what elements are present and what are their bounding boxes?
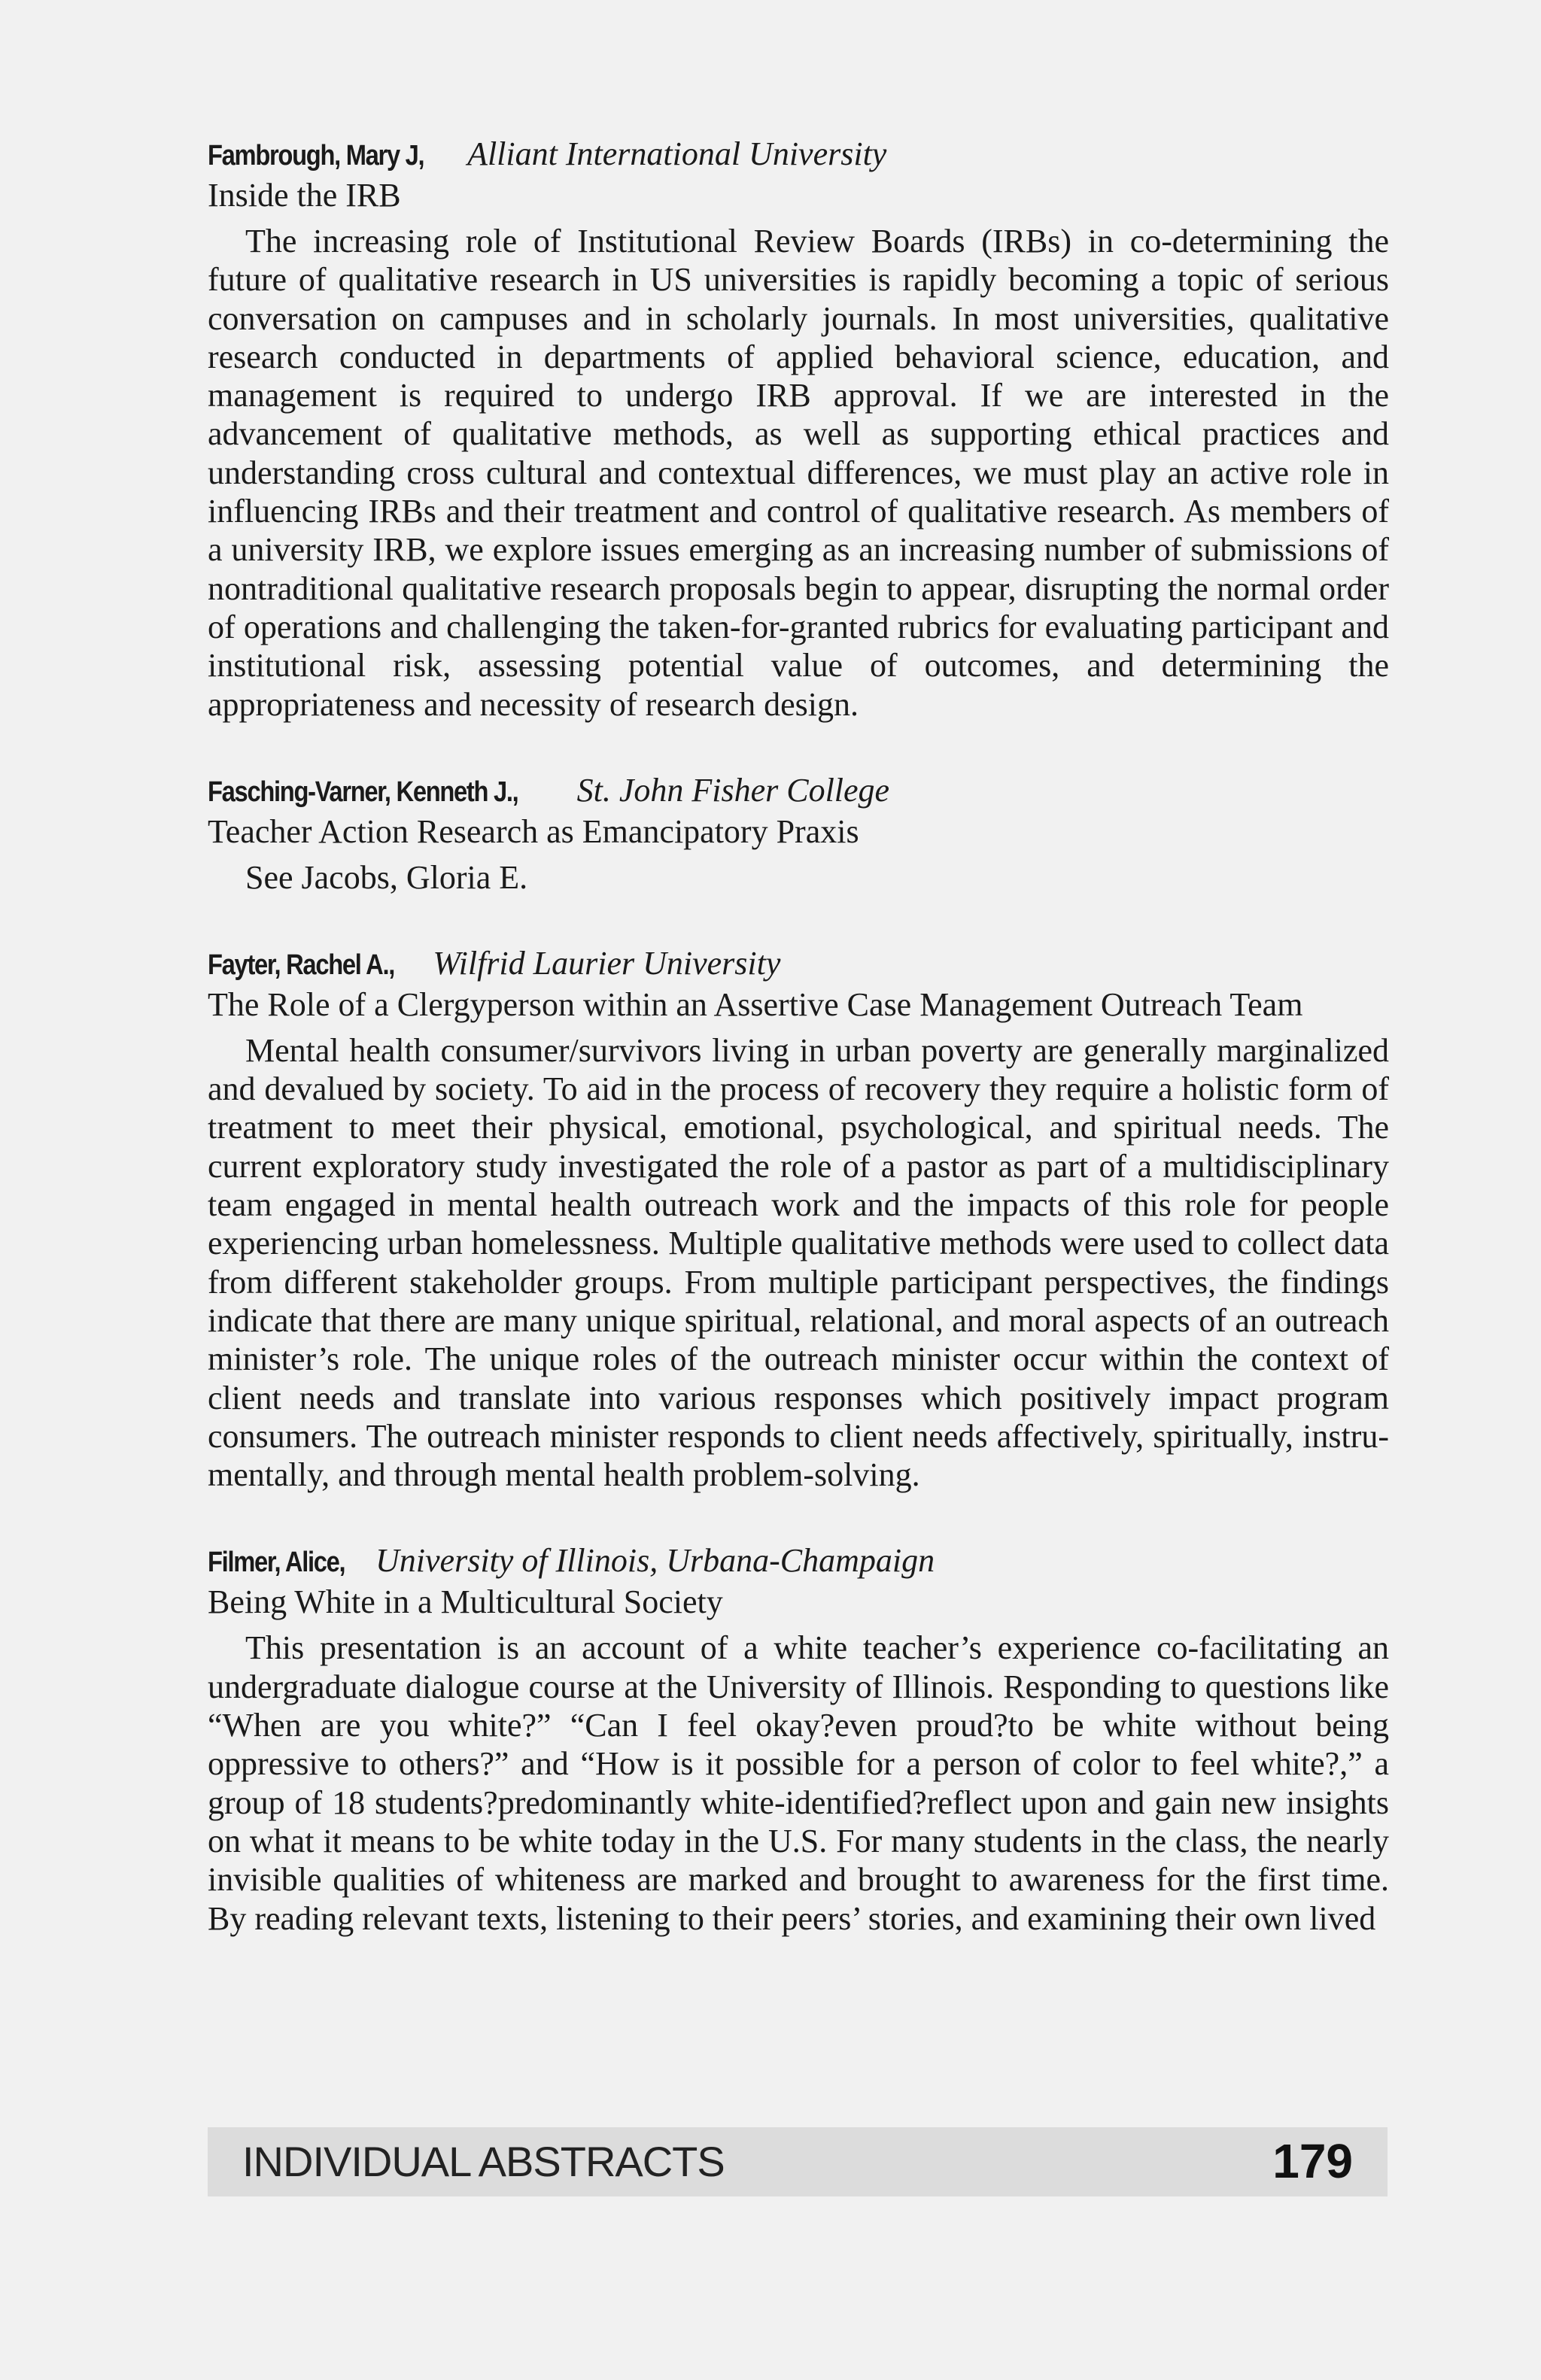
- see-reference: See Jacobs, Gloria E.: [245, 858, 528, 896]
- author-affiliation: University of Illinois, Urbana-Champaign: [375, 1542, 935, 1580]
- author-affiliation: St. John Fisher College: [576, 771, 890, 809]
- abstract-title: Being White in a Multicultural Society: [208, 1583, 723, 1621]
- page-number: 179: [1272, 2134, 1353, 2188]
- section-label: INDIVIDUAL ABSTRACTS: [242, 2138, 725, 2185]
- abstract-entry: [208, 1541, 1389, 1937]
- author-name: Fasching-Varner, Kenneth J.,: [208, 776, 518, 808]
- entry-heading: [208, 943, 1389, 985]
- page-footer: [208, 2127, 1388, 2196]
- abstract-entry: [208, 943, 1389, 1495]
- abstract-title: Inside the IRB: [208, 177, 401, 214]
- abstract-text: This presentation is an account of a white teacher’s experience co-facilitating an undergraduate dialogue course at the University of Illinois. Responding to questions like “When are you white?” “Can I feel okay?even proud?to be white without being oppressive to others?” and “How is it possible for a person of color to feel white?,” a group of 18 students?predominantly white-identified?reflect upon and gain new insights on what it means to be white today in the U.S. For many students in the class, the nearly invisible qualities of whiteness are marked and brought to awareness for the first time. By reading relevant texts, listening to their peers’ stories, and examining their own lived: [208, 1629, 1389, 1937]
- entry-heading: [208, 1541, 1389, 1583]
- author-name: Filmer, Alice,: [208, 1547, 345, 1579]
- abstract-entry: [208, 134, 1389, 724]
- abstract-text: The increasing role of Institutional Review Boards (IRBs) in co-determining the future of qualitative research in US universities is rapidly becoming a topic of serious conversation on campuses and in scholarly journals. In most universities, qualitative research conducted in departments of applied behavioral science, education, and management is required to undergo IRB approval. If we are interested in the advancement of qualitative methods, as well as supporting ethical practices and understanding cross cultural and contextual differences, we must play an active role in influencing IRBs and their treatment and control of qualitative research. As members of a university IRB, we explore issues emerging as an increasing number of submissions of nontraditional qualitative research proposals begin to appear, disrupting the normal order of operations and challenging the taken-for-granted rubrics for evaluating participant and institutional risk, assessing potential value of outcomes, and determining the appropriateness and necessity of research design.: [208, 223, 1389, 723]
- abstract-text: Mental health consumer/survivors living in urban poverty are generally marginalized and devalued by society. To aid in the process of recovery they require a holistic form of treatment to meet their physical, emotional, psychological, and spiritual needs. The current exploratory study investigated the role of a pastor as part of a multidisciplinary team engaged in mental health outreach work and the impacts of this role for people experiencing urban homelessness. Multiple qualitative methods were used to collect data from different stakeholder groups. From multiple participant perspectives, the findings indicate that there are many unique spiritual, relational, and moral aspects of an outreach minister’s role. The unique roles of the outreach minister occur within the context of client needs and translate into various responses which positively impact program consumers. The outreach minister responds to client needs affectively, spiritually, instrumentally, and through mental health problem-solving.: [208, 1031, 1389, 1494]
- author-affiliation: Wilfrid Laurier University: [433, 944, 781, 982]
- entry-heading: [208, 134, 1389, 176]
- abstract-entry: [208, 770, 1389, 897]
- author-name: Fayter, Rachel A.,: [208, 949, 395, 981]
- abstracts-column: [208, 134, 1389, 1984]
- entry-heading: [208, 770, 1389, 812]
- abstract-title: The Role of a Clergyperson within an Assertive Case Management Outreach Team: [208, 985, 1303, 1023]
- abstract-title: Teacher Action Research as Emancipatory Praxis: [208, 812, 859, 850]
- author-affiliation: Alliant International University: [467, 135, 887, 172]
- author-name: Fambrough, Mary J,: [208, 140, 424, 172]
